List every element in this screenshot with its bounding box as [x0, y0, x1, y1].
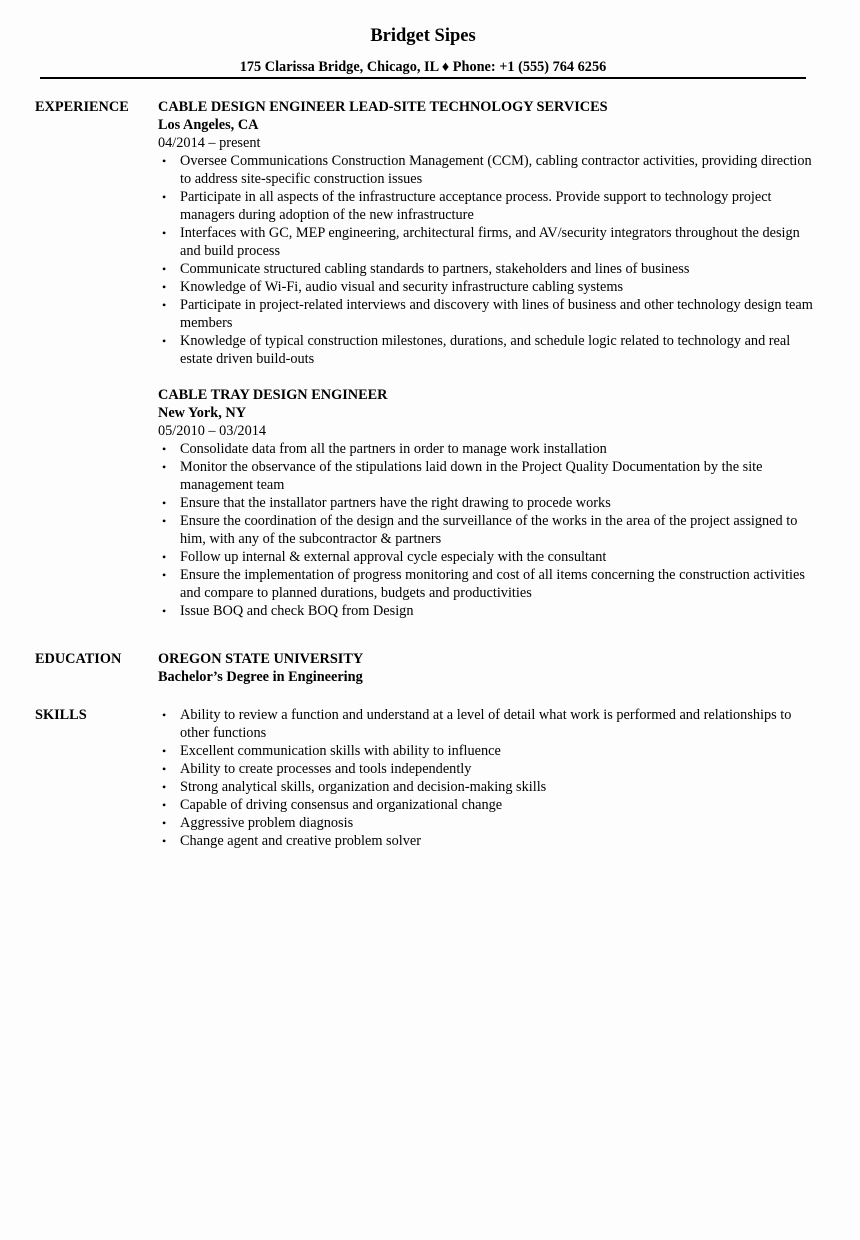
job-duty: • Participate in all aspects of the infrastructure acceptance process. Provide support to technology project managers during adoption of the new infrastructure: [158, 188, 813, 224]
candidate-name: Bridget Sipes: [370, 26, 476, 46]
skills-body: [158, 706, 813, 850]
job-duties-list: [158, 152, 813, 368]
contact-line: 175 Clarissa Bridge, Chicago, IL ♦ Phone: +1 (555) 764 6256: [239, 59, 607, 75]
skill-item: • Excellent communication skills with ability to influence: [158, 742, 813, 760]
job-duty: • Communicate structured cabling standards to partners, stakeholders and lines of business: [158, 260, 813, 278]
skills-list: [158, 706, 813, 850]
education-heading: EDUCATION: [35, 651, 122, 667]
job-location: New York, NY: [158, 405, 247, 421]
school-name: OREGON STATE UNIVERSITY: [158, 651, 364, 667]
job-duty: • Ensure the coordination of the design and the surveillance of the works in the area of the project assigned to him, with any of the subcontractor & partners: [158, 512, 813, 548]
job-dates: 05/2010 – 03/2014: [158, 423, 267, 439]
job-duty: • Ensure the implementation of progress monitoring and cost of all items concerning the construction activities and compare to planned durations, budgets and productivities: [158, 566, 813, 602]
job-entry: [158, 386, 813, 620]
job-duty: • Monitor the observance of the stipulations laid down in the Project Quality Documentation by the site management team: [158, 458, 813, 494]
job-duty: • Participate in project-related interviews and discovery with lines of business and other technology design team members: [158, 296, 813, 332]
resume-header: [40, 24, 806, 76]
degree: Bachelor’s Degree in Engineering: [158, 669, 363, 685]
skill-item: • Change agent and creative problem solver: [158, 832, 813, 850]
job-duty: • Interfaces with GC, MEP engineering, architectural firms, and AV/security integrators throughout the design and build process: [158, 224, 813, 260]
skills-heading: SKILLS: [35, 707, 87, 723]
skill-item: • Strong analytical skills, organization and decision-making skills: [158, 778, 813, 796]
job-duty: • Consolidate data from all the partners in order to manage work installation: [158, 440, 813, 458]
job-location: Los Angeles, CA: [158, 117, 259, 133]
job-duty: • Knowledge of Wi-Fi, audio visual and security infrastructure cabling systems: [158, 278, 813, 296]
job-duty: • Issue BOQ and check BOQ from Design: [158, 602, 813, 620]
job-title: CABLE TRAY DESIGN ENGINEER: [158, 387, 388, 403]
job-duty: • Follow up internal & external approval cycle especialy with the consultant: [158, 548, 813, 566]
job-duties-list: [158, 440, 813, 620]
job-dates: 04/2014 – present: [158, 135, 261, 151]
education-body: [158, 650, 813, 686]
skill-item: • Aggressive problem diagnosis: [158, 814, 813, 832]
skill-item: • Ability to review a function and understand at a level of detail what work is performed and relationships to other functions: [158, 706, 813, 742]
skill-item: • Capable of driving consensus and organizational change: [158, 796, 813, 814]
experience-heading: EXPERIENCE: [35, 99, 129, 115]
job-duty: • Knowledge of typical construction milestones, durations, and schedule logic related to technology and real estate driven build-outs: [158, 332, 813, 368]
experience-body: [158, 98, 813, 638]
header-divider: [40, 77, 806, 79]
skill-item: • Ability to create processes and tools independently: [158, 760, 813, 778]
job-duty: • Oversee Communications Construction Management (CCM), cabling contractor activities, providing direction to address site-specific construction issues: [158, 152, 813, 188]
job-entry: [158, 98, 813, 368]
job-duty: • Ensure that the installator partners have the right drawing to procede works: [158, 494, 813, 512]
job-title: CABLE DESIGN ENGINEER LEAD-SITE TECHNOLOGY SERVICES: [158, 99, 608, 115]
